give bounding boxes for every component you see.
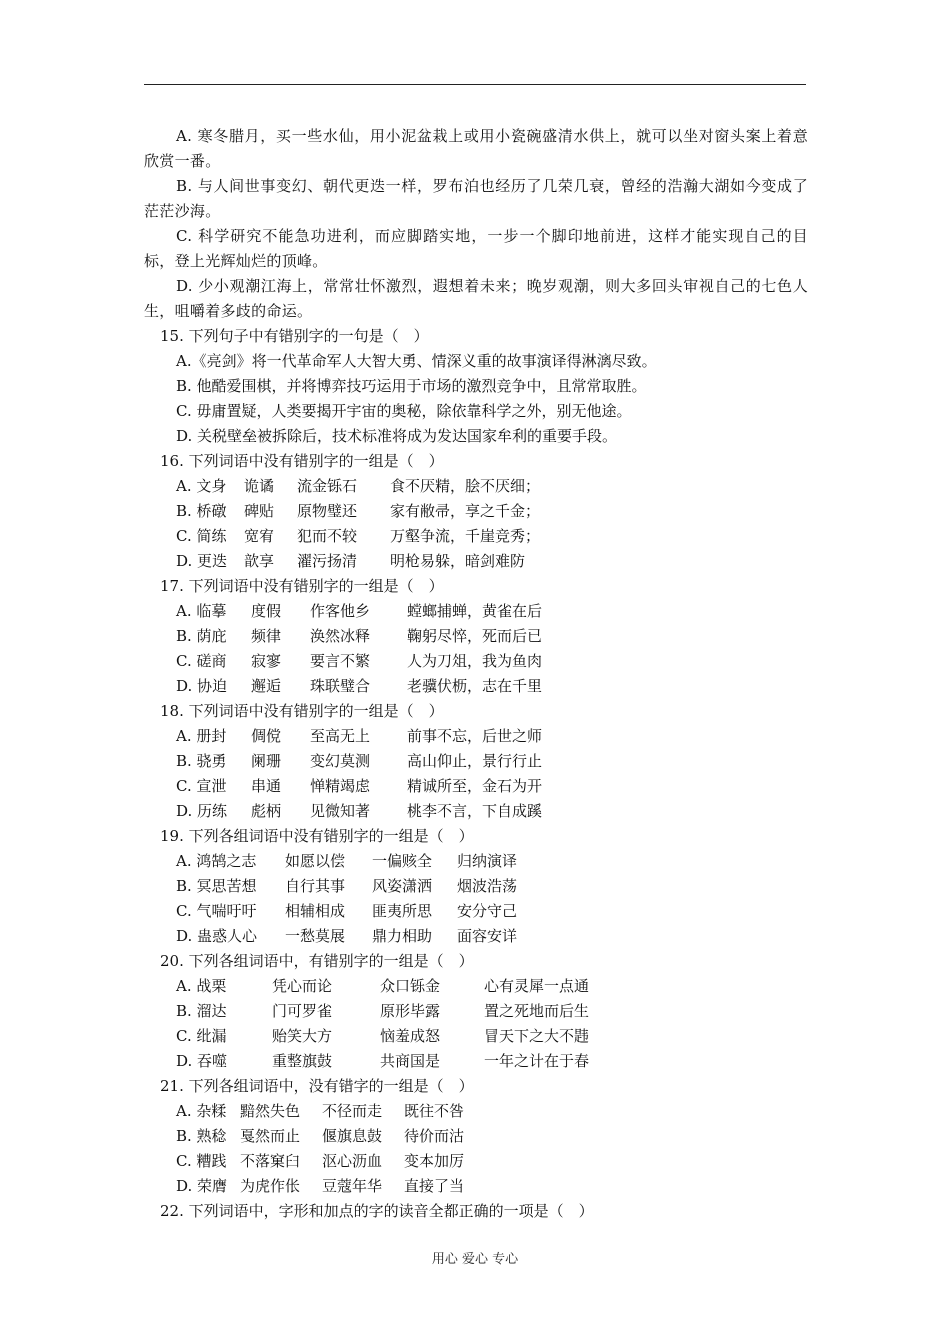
- question-21-option-b: [144, 1124, 808, 1149]
- option-word: A. 文身: [176, 477, 227, 495]
- option-word: C. 简练: [176, 527, 227, 545]
- option-word: C. 宣泄: [176, 777, 227, 795]
- option-word: 共商国是: [380, 1052, 441, 1070]
- question-15-option-b: B. 他酷爱围棋，并将博弈技巧运用于市场的激烈竞争中，且常常取胜。: [176, 377, 647, 395]
- option-word: A. 临摹: [176, 602, 227, 620]
- option-word: 精诚所至，金石为开: [407, 777, 543, 795]
- option-word: 原物璧还: [297, 502, 358, 520]
- option-word: 黯然失色: [240, 1102, 301, 1120]
- option-word: D. 吞噬: [176, 1052, 228, 1070]
- option-word: 沤心沥血: [322, 1152, 383, 1170]
- question-17-option-c: [144, 649, 808, 674]
- option-word: 流金铄石: [297, 477, 358, 495]
- question-21-option-a: [144, 1099, 808, 1124]
- question-20-option-c: [144, 1024, 808, 1049]
- option-word: 鞠躬尽悴，死而后已: [407, 627, 543, 645]
- option-word: 家有敝帚，享之千金；: [390, 502, 541, 520]
- question-21-option-c: [144, 1149, 808, 1174]
- option-word: 偃旗息鼓: [322, 1127, 383, 1145]
- question-19-stem: 19. 下列各组词语中没有错别字的一组是（ ）: [160, 827, 474, 845]
- question-16-option-d: [144, 549, 808, 574]
- intro-option-c: C. 科学研究不能急功进利，而应脚踏实地，一步一个脚印地前进，这样才能实现自己的目标，登上光辉灿烂的顶峰。: [144, 227, 808, 270]
- question-19-option-c: [144, 899, 808, 924]
- question-17-option-a: [144, 599, 808, 624]
- option-word: 相辅相成: [285, 902, 346, 920]
- intro-option-d: D. 少小观潮江海上，常常壮怀激烈，遐想着未来；晚岁观潮，则大多回头审视自己的七色人生，咀嚼着多歧的命运。: [144, 277, 808, 320]
- page-footer: 用心 爱心 专心: [431, 1252, 519, 1267]
- question-15-stem: 15. 下列句子中有错别字的一句是（ ）: [160, 327, 429, 345]
- option-word: 门可罗雀: [272, 1002, 333, 1020]
- option-word: A. 战栗: [176, 977, 227, 995]
- option-word: 碑贴: [244, 502, 275, 520]
- option-word: C. 纰漏: [176, 1027, 227, 1045]
- option-word: 烟波浩荡: [457, 877, 518, 895]
- question-17-stem: 17. 下列词语中没有错别字的一组是（ ）: [160, 577, 444, 595]
- question-15-option-c: C. 毋庸置疑，人类要揭开宇宙的奥秘，除依靠科学之外，别无他途。: [176, 402, 632, 420]
- option-word: 心有灵犀一点通: [484, 977, 590, 995]
- option-word: 食不厌精，脍不厌细；: [390, 477, 541, 495]
- option-word: A. 册封: [176, 727, 227, 745]
- option-word: 一年之计在于春: [484, 1052, 590, 1070]
- option-word: 高山仰止，景行行止: [407, 752, 543, 770]
- option-word: 频律: [251, 627, 282, 645]
- option-word: D. 历练: [176, 802, 228, 820]
- option-word: 既往不咎: [404, 1102, 465, 1120]
- option-word: 倜傥: [251, 727, 282, 745]
- question-18-option-a: [144, 724, 808, 749]
- option-word: 风姿潇洒: [372, 877, 433, 895]
- option-word: B. 冥思苦想: [176, 877, 257, 895]
- option-word: 涣然冰释: [310, 627, 371, 645]
- question-18-stem: 18. 下列词语中没有错别字的一组是（ ）: [160, 702, 444, 720]
- option-word: 彪柄: [251, 802, 282, 820]
- option-word: 如愿以偿: [285, 852, 346, 870]
- option-word: 桃李不言，下自成蹊: [407, 802, 543, 820]
- question-15-option-d: D. 关税壁垒被拆除后，技术标准将成为发达国家牟利的重要手段。: [176, 427, 618, 445]
- option-word: B. 熟稔: [176, 1127, 227, 1145]
- question-19-option-d: [144, 924, 808, 949]
- option-word: 诡谲: [244, 477, 275, 495]
- option-word: 置之死地而后生: [484, 1002, 590, 1020]
- option-word: 为虎作伥: [240, 1177, 301, 1195]
- option-word: B. 溜达: [176, 1002, 227, 1020]
- option-word: 螳螂捕蝉，黄雀在后: [407, 602, 543, 620]
- option-word: 歆享: [244, 552, 275, 570]
- option-word: A. 杂糅: [176, 1102, 227, 1120]
- option-word: 老骥伏枥，志在千里: [407, 677, 543, 695]
- option-word: C. 气喘吁吁: [176, 902, 257, 920]
- option-word: 变幻莫测: [310, 752, 371, 770]
- question-21-stem: 21. 下列各组词语中，没有错字的一组是（ ）: [160, 1077, 474, 1095]
- question-18-option-b: [144, 749, 808, 774]
- option-word: 要言不繁: [310, 652, 371, 670]
- question-22-stem: 22. 下列词语中，字形和加点的字的读音全都正确的一项是（ ）: [160, 1202, 594, 1220]
- option-word: D. 蛊惑人心: [176, 927, 258, 945]
- option-word: 阑珊: [251, 752, 282, 770]
- option-word: B. 桥礅: [176, 502, 227, 520]
- option-word: 串通: [251, 777, 282, 795]
- option-word: D. 更迭: [176, 552, 228, 570]
- option-word: 匪夷所思: [372, 902, 433, 920]
- option-word: 邂逅: [251, 677, 282, 695]
- option-word: C. 磋商: [176, 652, 227, 670]
- option-word: 不落窠臼: [240, 1152, 301, 1170]
- option-word: 濯污扬清: [297, 552, 358, 570]
- option-word: 待价而沽: [404, 1127, 465, 1145]
- question-19-option-a: [144, 849, 808, 874]
- option-word: 万壑争流，千崖竞秀；: [390, 527, 541, 545]
- question-18-option-d: [144, 799, 808, 824]
- option-word: 直接了当: [404, 1177, 465, 1195]
- question-20-stem: 20. 下列各组词语中，有错别字的一组是（ ）: [160, 952, 474, 970]
- option-word: 鼎力相助: [372, 927, 433, 945]
- question-17-option-d: [144, 674, 808, 699]
- option-word: 度假: [251, 602, 282, 620]
- question-19-option-b: [144, 874, 808, 899]
- question-20-option-d: [144, 1049, 808, 1074]
- option-word: 惮精竭虑: [310, 777, 371, 795]
- option-word: 重整旗鼓: [272, 1052, 333, 1070]
- option-word: 宽宥: [244, 527, 275, 545]
- option-word: 凭心而论: [272, 977, 333, 995]
- option-word: C. 糟践: [176, 1152, 227, 1170]
- option-word: 戛然而止: [240, 1127, 301, 1145]
- option-word: 人为刀俎，我为鱼肉: [407, 652, 543, 670]
- option-word: 归纳演译: [457, 852, 518, 870]
- intro-option-b: B. 与人间世事变幻、朝代更迭一样，罗布泊也经历了几荣几衰，曾经的浩瀚大湖如今变成了茫茫沙海。: [144, 177, 808, 220]
- option-word: D. 协迫: [176, 677, 228, 695]
- option-word: B. 骁勇: [176, 752, 227, 770]
- question-16-option-b: [144, 499, 808, 524]
- question-21-option-d: [144, 1174, 808, 1199]
- option-word: 豆蔻年华: [322, 1177, 383, 1195]
- header-rule: [144, 84, 806, 85]
- option-word: 冒天下之大不韪: [484, 1027, 590, 1045]
- option-word: D. 荣膺: [176, 1177, 228, 1195]
- question-20-option-b: [144, 999, 808, 1024]
- document-body: [144, 124, 808, 1224]
- option-word: 贻笑大方: [272, 1027, 333, 1045]
- option-word: 见微知著: [310, 802, 371, 820]
- option-word: B. 荫庇: [176, 627, 227, 645]
- option-word: 前事不忘，后世之师: [407, 727, 543, 745]
- option-word: 变本加厉: [404, 1152, 465, 1170]
- question-17-option-b: [144, 624, 808, 649]
- option-word: 珠联璧合: [310, 677, 371, 695]
- option-word: 面容安详: [457, 927, 518, 945]
- option-word: 至高无上: [310, 727, 371, 745]
- option-word: 作客他乡: [310, 602, 371, 620]
- option-word: 一愁莫展: [285, 927, 346, 945]
- intro-option-a: A. 寒冬腊月，买一些水仙，用小泥盆栽上或用小瓷碗盛清水供上，就可以坐对窗头案上着意欣赏一番。: [144, 127, 808, 170]
- option-word: 自行其事: [285, 877, 346, 895]
- question-16-stem: 16. 下列词语中没有错别字的一组是（ ）: [160, 452, 444, 470]
- option-word: 恼羞成怒: [380, 1027, 441, 1045]
- question-20-option-a: [144, 974, 808, 999]
- question-18-option-c: [144, 774, 808, 799]
- option-word: 犯而不较: [297, 527, 358, 545]
- option-word: 安分守己: [457, 902, 518, 920]
- question-15-option-a: A.《亮剑》将一代革命军人大智大勇、情深义重的故事演译得淋漓尽致。: [176, 352, 657, 370]
- question-16-option-c: [144, 524, 808, 549]
- option-word: 寂寥: [251, 652, 282, 670]
- option-word: 明枪易躲，暗剑难防: [390, 552, 526, 570]
- option-word: 一偏赅全: [372, 852, 433, 870]
- option-word: 原形毕露: [380, 1002, 441, 1020]
- option-word: 众口铄金: [380, 977, 441, 995]
- question-16-option-a: [144, 474, 808, 499]
- option-word: 不径而走: [322, 1102, 383, 1120]
- option-word: A. 鸿鹄之志: [176, 852, 257, 870]
